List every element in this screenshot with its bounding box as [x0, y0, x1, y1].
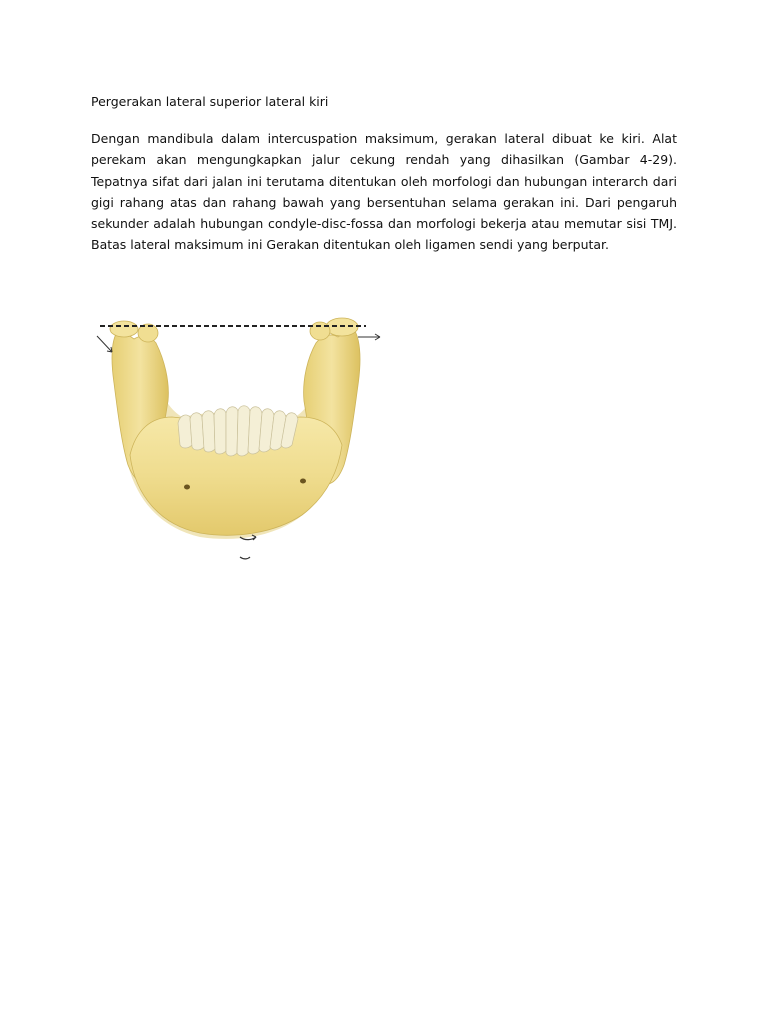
right-movement-arrow — [358, 334, 380, 340]
right-coronoid — [310, 322, 330, 340]
section-heading: Pergerakan lateral superior lateral kiri — [91, 94, 329, 109]
mandible-figure — [90, 305, 390, 565]
body-paragraph: Dengan mandibula dalam intercuspation maksimum, gerakan lateral dibuat ke kiri. Alat perekam akan mengungkapkan jalur cekung rendah yang dihasilkan (Gambar 4-29). Tepatnya sifat dari jalan ini terutama ditentukan oleh morfologi dan hubungan interarch dari gigi rahang atas dan rahang bawah yang bersentuhan selama gerakan ini. Dari pengaruh sekunder adalah hubungan condyle-disc-fossa dan morfologi bekerja atau memutar sisi TMJ. Batas lateral maksimum ini Gerakan ditentukan oleh ligamen sendi yang berputar. — [91, 131, 677, 253]
left-mental-foramen — [184, 485, 190, 490]
right-mental-foramen — [300, 479, 306, 484]
chin-rotation-arrow — [240, 535, 256, 559]
left-condyle — [110, 321, 138, 337]
left-movement-arrow — [97, 336, 112, 352]
mandible-illustration — [90, 305, 390, 565]
